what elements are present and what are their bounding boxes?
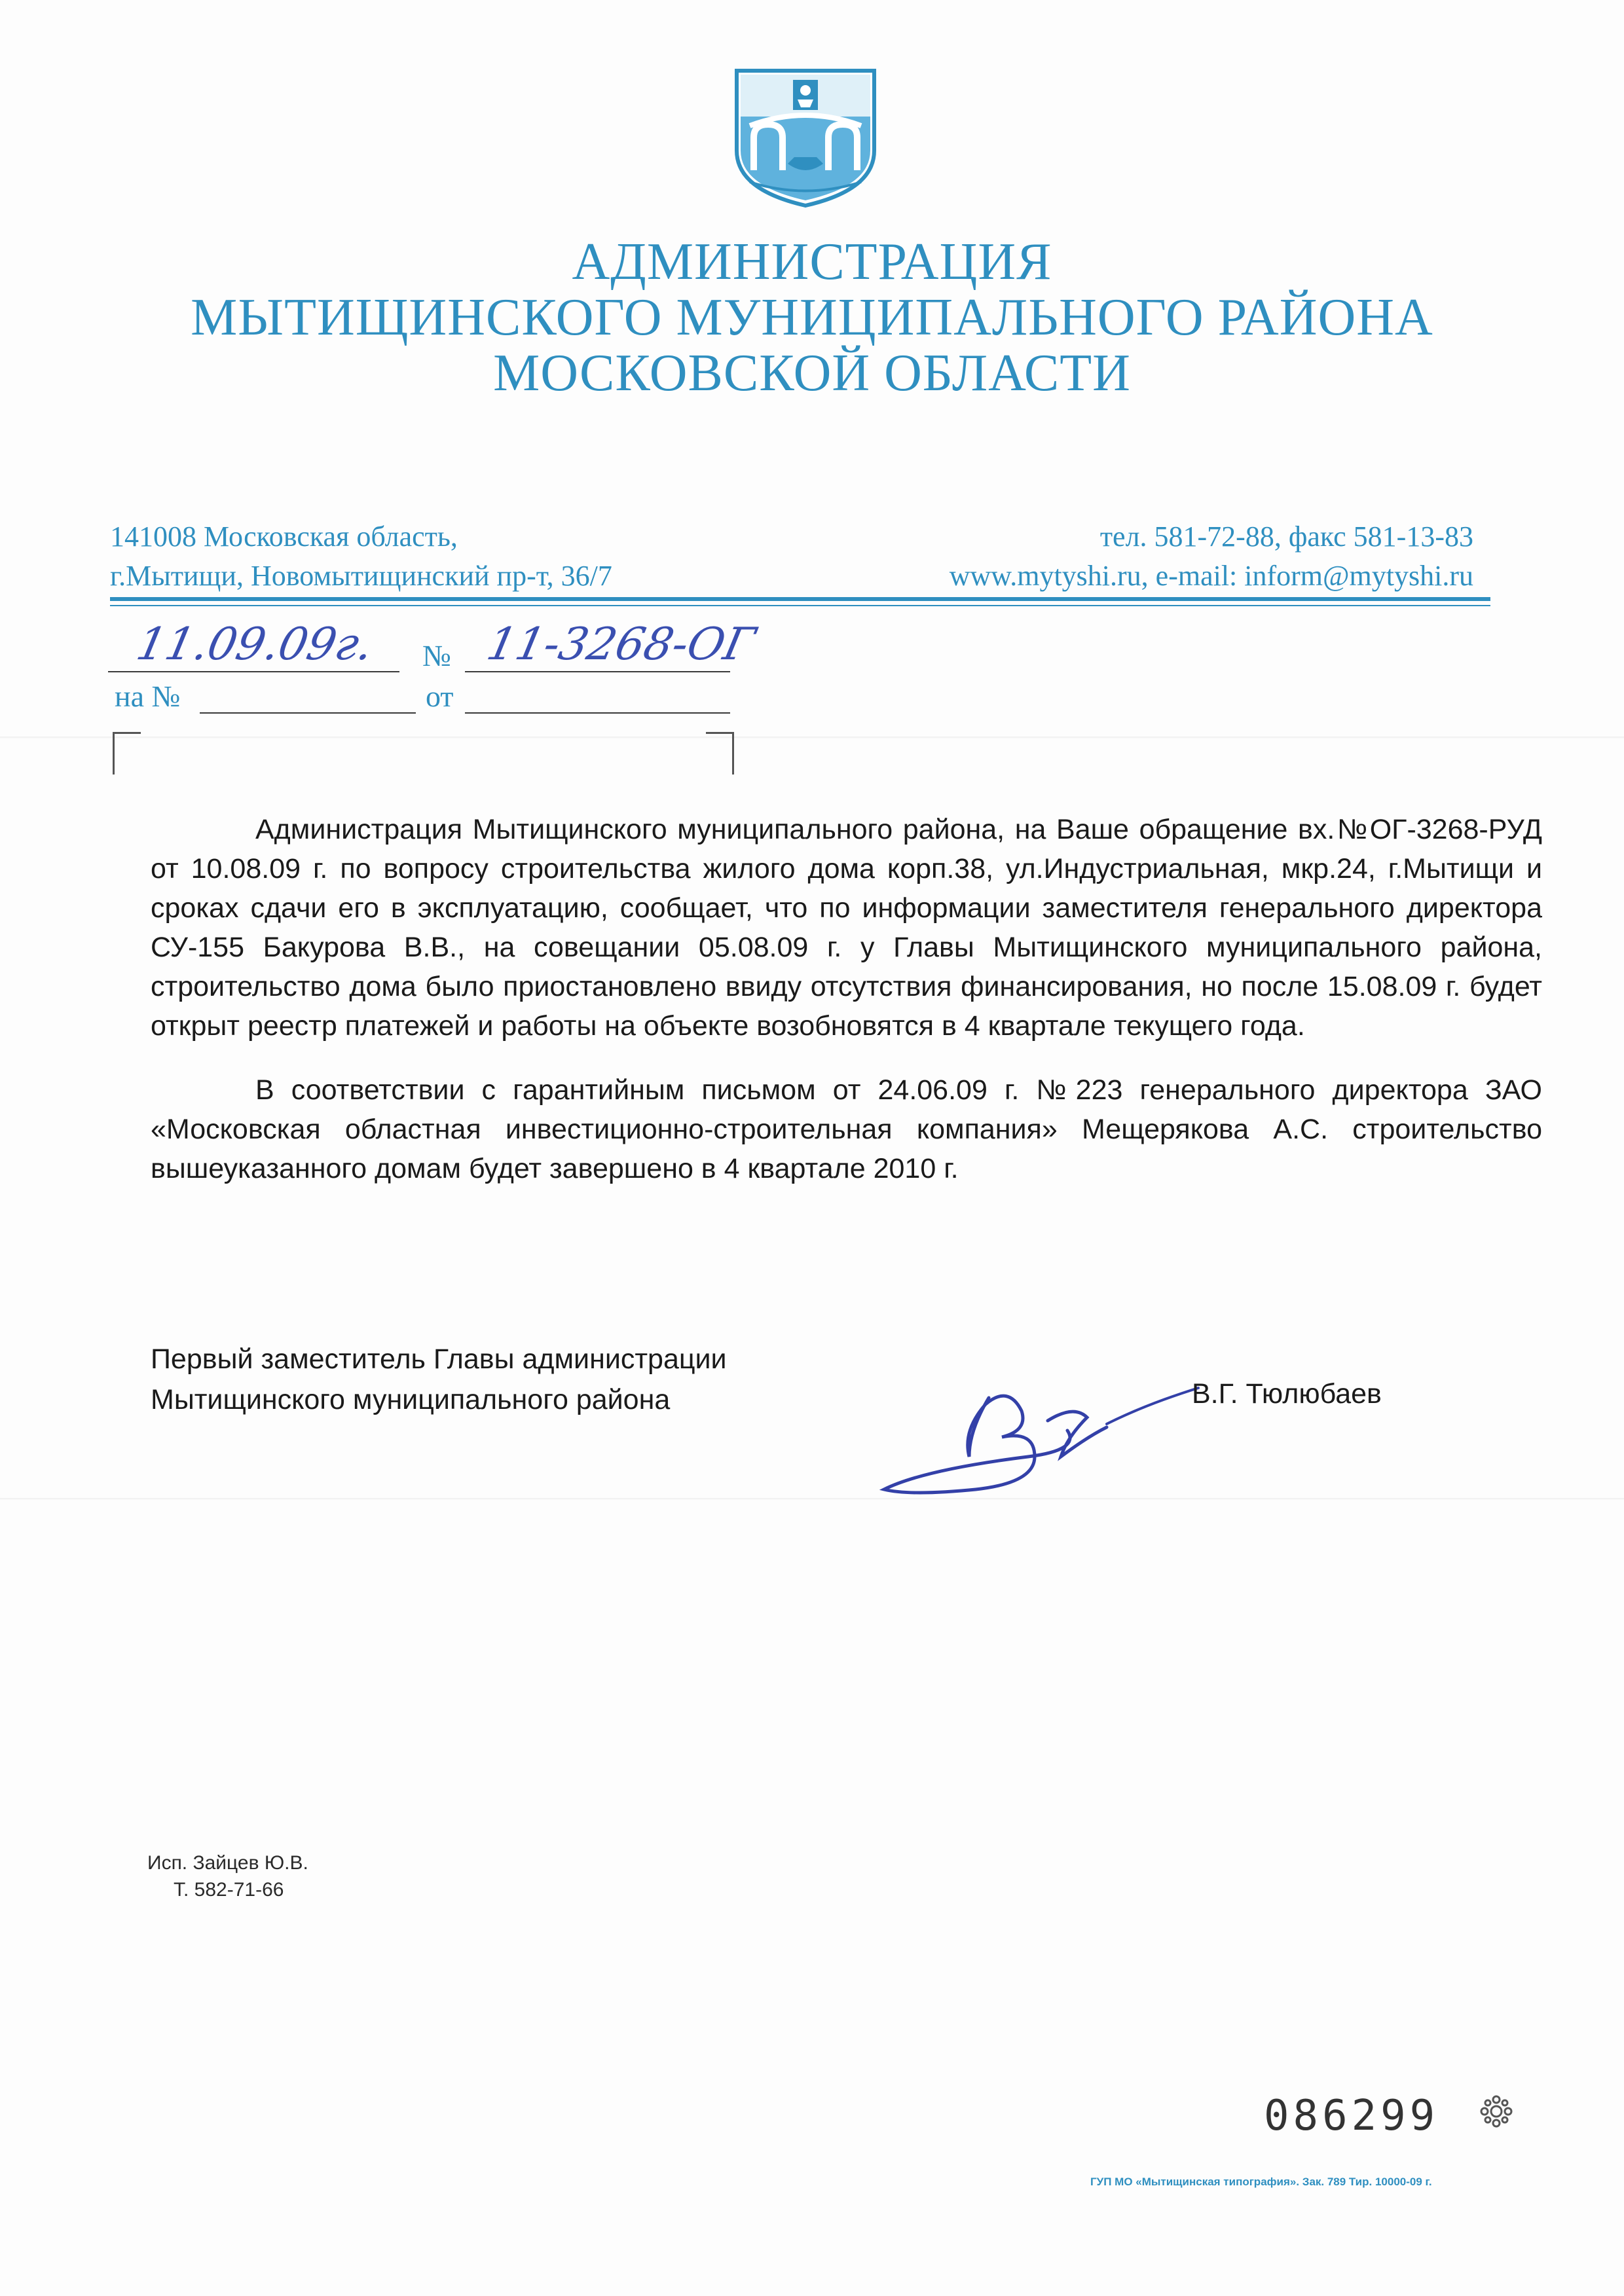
fold-line <box>0 1498 1624 1500</box>
header-rule-thick <box>110 597 1490 601</box>
number-label: № <box>422 639 451 672</box>
org-title-line2: МЫТИЩИНСКОГО МУНИЦИПАЛЬНОГО РАЙОНА <box>191 289 1433 346</box>
fold-line <box>0 737 1624 738</box>
address-line2: г.Мытищи, Новомытищинский пр-т, 36/7 <box>110 560 612 592</box>
date-handwritten: 11.09.09г. <box>132 619 378 670</box>
executor-phone: Т. 582-71-66 <box>174 1879 284 1901</box>
header-rule-thin <box>110 605 1490 606</box>
body-paragraph-1: Администрация Мытищинского муниципального района, на Ваше обращение вх.№ОГ-3268-РУД от 10.08.09 г. по вопросу строительства жилого дома корп.38, ул.Индустриальная, мкр.24, г.Мытищи и сроках сдачи его в эксплуатацию, сообщает, что по информации заместителя генерального директора СУ-155 Бакурова В.В., на совещании 05.08.09 г. у Главы Мытищинского муниципального района, строительство дома было приостановлено ввиду отсутствия финансирования, но после 15.08.09 г. будет открыт реестр платежей и работы на объекте возобновятся в 4 квартале текущего года. <box>151 814 1542 1042</box>
signatory-position-line2: Мытищинского муниципального района <box>151 1384 671 1415</box>
contact-block <box>950 517 1473 596</box>
address-block <box>110 517 612 596</box>
body-paragraph-2: В соответствии с гарантийным письмом от 24.06.09 г. №223 генерального директора ЗАО «Московская областная инвестиционно-строительная компания» Мещерякова А.С. строительство вышеуказанного домам будет завершено в 4 квартале 2010 г. <box>151 1074 1542 1184</box>
phone-fax: тел. 581-72-88, факс 581-13-83 <box>1099 520 1473 553</box>
signatory-position <box>151 1339 727 1420</box>
printer-imprint: ГУП МО «Мытищинская типография». Зак. 789 Тир. 10000-09 г. <box>1090 2176 1432 2188</box>
executor-name: Исп. Зайцев Ю.В. <box>147 1852 308 1874</box>
ref-number-label: на № <box>115 680 181 713</box>
org-title-line1: АДМИНИСТРАЦИЯ <box>572 233 1052 291</box>
document-serial-number: 086299 <box>1264 2092 1439 2140</box>
ref-from-underline <box>465 712 730 714</box>
coat-of-arms-emblem <box>730 65 881 210</box>
ref-from-label: от <box>426 680 454 713</box>
date-underline <box>108 671 399 672</box>
ornament-icon <box>1477 2092 1516 2131</box>
web-email: www.mytyshi.ru, e-mail: inform@mytyshi.ru <box>949 560 1473 592</box>
ref-number-underline <box>200 712 416 714</box>
handwritten-signature <box>871 1358 1211 1503</box>
signatory-name: В.Г. Тюлюбаев <box>1192 1378 1382 1410</box>
org-title-line3: МОСКОВСКОЙ ОБЛАСТИ <box>493 344 1131 402</box>
address-line1: 141008 Московская область, <box>110 520 458 553</box>
addressee-corner-right <box>706 732 734 774</box>
addressee-corner-left <box>113 732 141 774</box>
number-underline <box>465 671 730 672</box>
number-handwritten: 11-3268-ОГ <box>482 619 760 670</box>
signatory-position-line1: Первый заместитель Главы администрации <box>151 1343 727 1375</box>
